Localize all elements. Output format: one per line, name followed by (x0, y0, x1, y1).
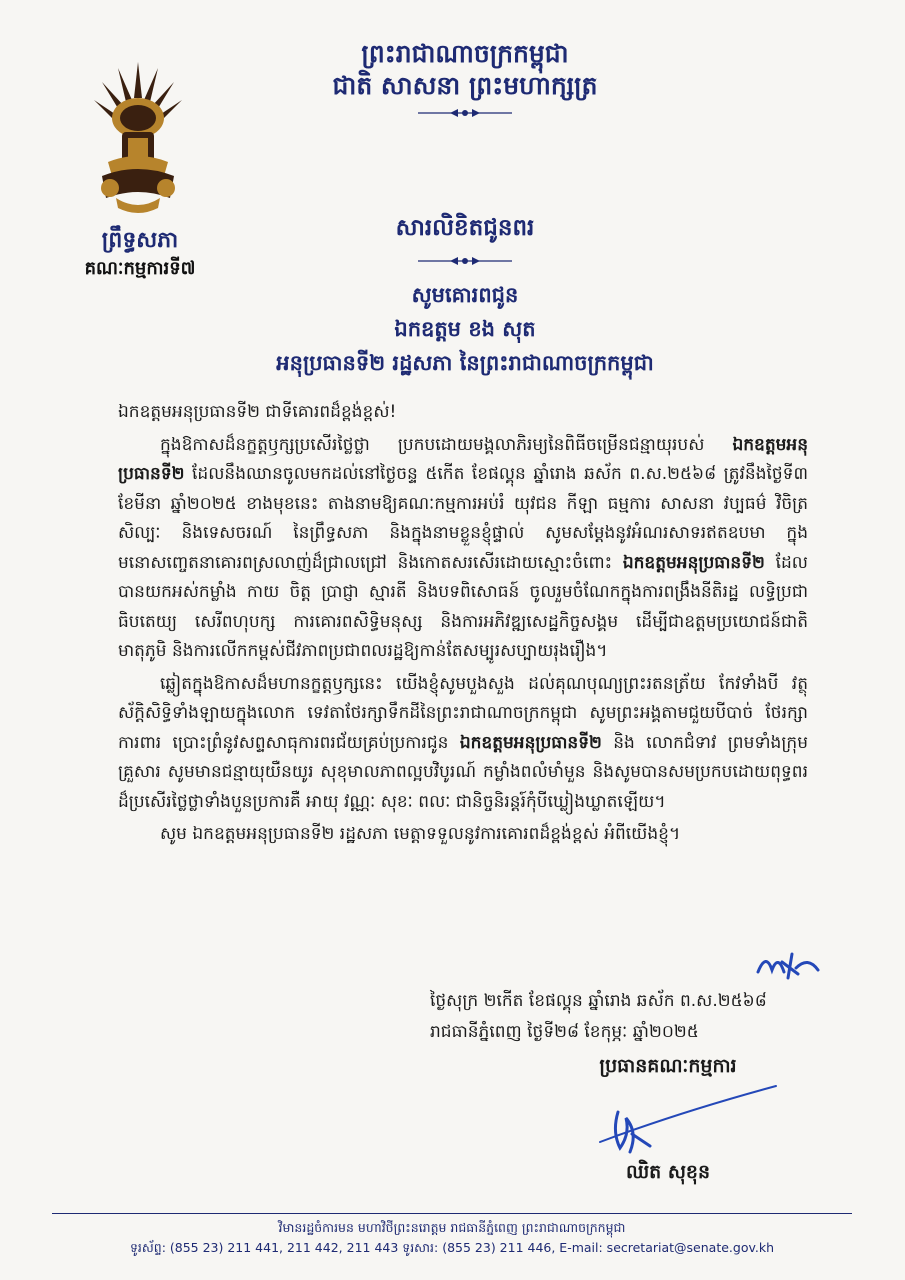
recipient-name: ឯកឧត្តម ខង សុត (394, 316, 536, 341)
date-block (430, 986, 800, 1048)
footer-divider (52, 1213, 852, 1214)
initials-mark-icon (752, 948, 832, 982)
para1-honorific-a: ឯកឧត្តមអនុប្រធានទី២ (118, 434, 808, 484)
closing-line: សូម ឯកឧត្តមអនុប្រធានទី២ រដ្ឋសភា មេត្តាទទួលនូវការគោរពដ៏ខ្ពង់ខ្ពស់ អំពីយើងខ្ញុំ។ (160, 824, 681, 844)
senate-emblem-icon (88, 58, 188, 218)
para2-text-a: ឆ្លៀតក្នុងឱកាសដ៏មហានក្ខត្តឫក្សនេះ យើងខ្ញុំសូមបួងសួង ដល់គុណបុណ្យព្រះរតនត្រ័យ កែវទាំងបី វត្ថុស័ក្តិសិទ្ធិទាំងឡាយក្នុងលោក ទេវតាថែរក្សាទឹកដីនៃព្រះរាជាណាចក្រកម្ពុជា សូមព្រះអង្គតាមជួយបីបាច់ ថែរក្សា ការពារ ប្រោះព្រំនូវសព្ទសាធុការពរជ័យគ្រប់ប្រការជូន (118, 673, 808, 753)
para2-text-b: និង លោកជំទាវ ព្រមទាំងក្រុមគ្រួសារ សូមមានជន្មាយុយឺនយូរ សុខុមាលភាពល្អបវិបូរណ៍ កម្លាំងពលំមាំមួន និងសូមបានសមប្រកបដោយពុទ្ធពរដ៏ប្រសើរថ្លៃថ្លាទាំងបួនប្រការគឺ អាយុ វណ្ណៈ សុខៈ ពលៈ ជានិច្ចនិរន្តរ៍កុំបីឃ្លៀងឃ្លាតឡើយ។ (118, 732, 808, 812)
handwritten-signature-icon (590, 1072, 790, 1162)
footer (52, 1218, 852, 1258)
recipient-position: អនុប្រធានទី២ រដ្ឋសភា នៃព្រះរាជាណាចក្រកម្ពុជា (276, 350, 654, 375)
signer-title: ប្រធានគណៈកម្មការ (599, 1055, 737, 1077)
committee-name: គណៈកម្មការទី៧ (84, 258, 196, 279)
kingdom-name: ព្រះរាជាណាចក្រកម្ពុជា (361, 39, 569, 68)
paragraph-2 (118, 670, 808, 818)
para1-text-a: ក្នុងឱកាសដ៏នក្ខត្តឫក្សប្រសើរថ្លៃថ្លា ប្រកបដោយមង្គលាភិរម្យនៃពិធីចម្រើនជន្មាយុរបស់ (160, 434, 733, 455)
title-ornament-icon (400, 254, 530, 268)
salutation: ឯកឧត្តមអនុប្រធានទី២ ជាទីគោរពដ៏ខ្ពង់ខ្ពស់! (118, 402, 397, 422)
ornament-divider-icon (300, 106, 630, 120)
footer-contact: ទូរស័ព្ទ: (855 23) 211 441, 211 442, 211 443 ទូរសារ: (855 23) 211 446, E-mail: secretariat@senate.gov.kh (129, 1240, 775, 1255)
footer-address: វិមានរដ្ឋចំការមន មហាវិថីព្រះនរោត្តម រាជធានីភ្នំពេញ ព្រះរាជាណាចក្រកម្ពុជា (278, 1220, 626, 1235)
recipient-block (180, 278, 750, 380)
para1-honorific-b: ឯកឧត្តមអនុប្រធានទី២ (622, 552, 765, 573)
institution-name: ព្រឹទ្ធសភា (101, 227, 179, 253)
lunar-date: ថ្ងៃសុក្រ ២កើត ខែផល្គុន ឆ្នាំរោង ឆស័ក ព.ស.២៥៦៨ (430, 991, 767, 1011)
institution-block (40, 225, 240, 283)
recipient-greeting: សូមគោរពជូន (411, 282, 519, 307)
para1-text-c: ដែលបានយកអស់កម្លាំង កាយ ចិត្ត ប្រាជ្ញា ស្មារតី និងបទពិសោធន៍ ចូលរួមចំណែកក្នុងការពង្រឹងនីតិរដ្ឋ លទ្ធិប្រជាធិបតេយ្យ សេរីពហុបក្ស ការគោរពសិទ្ធិមនុស្ស និងការអភិវឌ្ឍសេដ្ឋកិច្ចសង្គម ដើម្បីជាឧត្តមប្រយោជន៍ជាតិ មាតុភូមិ និងការលើកកម្ពស់ជីវភាពប្រជាពលរដ្ឋឱ្យកាន់តែសម្បូរសប្បាយរុងរឿង។ (118, 552, 808, 661)
solar-date: រាជធានីភ្នំពេញ ថ្ងៃទី២៨ ខែកុម្ភៈ ឆ្នាំ២០២៥ (430, 1022, 699, 1042)
document-title: សារលិខិតជូនពរ (395, 214, 535, 241)
para1-text-b: ដែលនឹងឈានចូលមកដល់នៅថ្ងៃចន្ទ ៥កើត ខែផល្គុន ឆ្នាំរោង ឆស័ក ព.ស.២៥៦៨ ត្រូវនឹងថ្ងៃទី៣ ខែមីនា ឆ្នាំ២០២៥ ខាងមុខនេះ តាងនាមឱ្យគណៈកម្មការអប់រំ យុវជន កីឡា ធម្មការ សាសនា វប្បធម៌ វិចិត្រសិល្បៈ និងទេសចរណ៍ នៃព្រឹទ្ធសភា និងក្នុងនាមខ្លួនខ្ញុំផ្ទាល់ សូមសម្តែងនូវអំណរសាទរឥតឧបមា ក្នុងមនោសញ្ចេតនាគោរពស្រលាញ់ដ៏ជ្រាលជ្រៅ និងកោតសរសើរដោយស្មោះចំពោះ (118, 464, 808, 573)
kingdom-header (300, 38, 630, 124)
letter-body (118, 398, 808, 850)
signer-name: ឈិត សុខុន (625, 1161, 711, 1183)
para2-honorific: ឯកឧត្តមអនុប្រធានទី២ (459, 732, 602, 753)
national-motto: ជាតិ សាសនា ព្រះមហាក្សត្រ (332, 71, 598, 100)
paragraph-1 (118, 431, 808, 667)
